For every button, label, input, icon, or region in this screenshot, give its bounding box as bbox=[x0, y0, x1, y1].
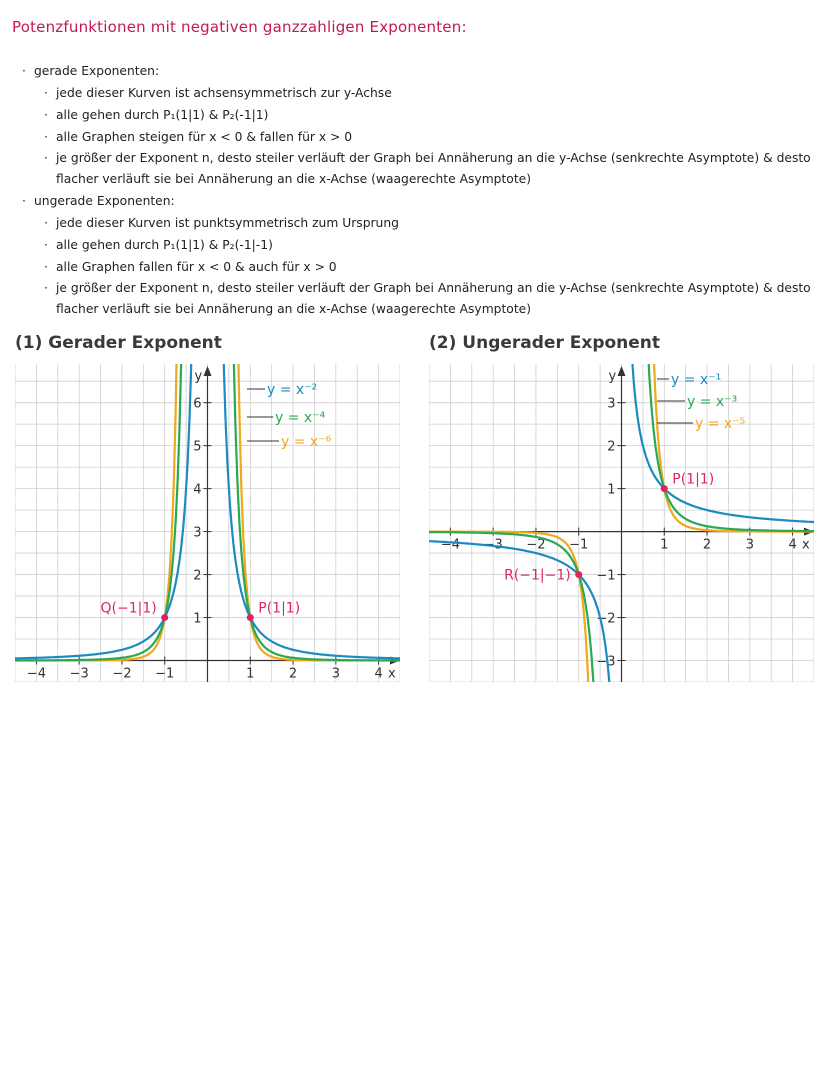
point-label: Q(−1|1) bbox=[100, 600, 157, 617]
even-item-2: · alle gehen durch P₁(1|1) & P₂(-1|1) bbox=[0, 104, 828, 126]
y-tick-label: 1 bbox=[607, 482, 616, 498]
even-item-3: · alle Graphen steigen für x < 0 & fallen für x > 0 bbox=[0, 126, 828, 148]
y-tick-label: 6 bbox=[193, 396, 202, 412]
legend-label: y = x⁻³ bbox=[687, 394, 738, 410]
chart2-title: (2) Ungerader Exponent bbox=[429, 333, 661, 353]
even-item-1: · jede dieser Kurven ist achsensymmetrisch zur y-Achse bbox=[0, 82, 828, 104]
notes bbox=[0, 60, 828, 320]
series-curve bbox=[647, 364, 814, 531]
y-tick-label: 3 bbox=[607, 396, 616, 412]
x-tick-label: −3 bbox=[483, 537, 503, 553]
x-tick-label: −4 bbox=[26, 666, 46, 682]
chart1-title: (1) Gerader Exponent bbox=[15, 333, 222, 353]
y-tick-label: 3 bbox=[193, 525, 202, 541]
marked-point bbox=[661, 485, 668, 492]
x-tick-label: −4 bbox=[440, 537, 460, 553]
legend-label: y = x⁻⁵ bbox=[695, 416, 746, 432]
x-axis-label: x bbox=[388, 666, 396, 682]
x-tick-label: 1 bbox=[660, 537, 669, 553]
x-tick-label: −2 bbox=[526, 537, 546, 553]
y-tick-label: −1 bbox=[596, 568, 616, 584]
legend-label: y = x⁻⁶ bbox=[281, 434, 332, 450]
y-tick-label: 5 bbox=[193, 439, 202, 455]
even-exponent-chart bbox=[15, 364, 400, 682]
y-tick-label: 2 bbox=[193, 568, 202, 584]
page-title: Potenzfunktionen mit negativen ganzzahligen Exponenten: bbox=[12, 18, 467, 36]
x-axis-label: x bbox=[802, 537, 810, 553]
odd-exponent-chart bbox=[429, 364, 814, 682]
y-axis-arrow bbox=[618, 366, 626, 376]
x-tick-label: 2 bbox=[702, 537, 712, 553]
series-curve bbox=[429, 532, 589, 682]
marked-point bbox=[575, 571, 582, 578]
y-tick-label: 4 bbox=[193, 482, 202, 498]
series-curve bbox=[653, 364, 814, 532]
y-axis-label: y bbox=[194, 369, 203, 384]
odd-item-2: · alle gehen durch P₁(1|1) & P₂(-1|-1) bbox=[0, 234, 828, 256]
x-tick-label: 2 bbox=[288, 666, 298, 682]
odd-item-1: · jede dieser Kurven ist punktsymmetrisch zum Ursprung bbox=[0, 212, 828, 234]
x-tick-label: −1 bbox=[569, 537, 589, 553]
x-tick-label: 3 bbox=[745, 537, 754, 553]
legend-label: y = x⁻⁴ bbox=[275, 410, 326, 426]
x-tick-label: 1 bbox=[246, 666, 255, 682]
legend-label: y = x⁻¹ bbox=[671, 372, 722, 388]
legend-label: y = x⁻² bbox=[267, 382, 318, 398]
y-axis-arrow bbox=[204, 366, 212, 376]
even-heading: · gerade Exponenten: bbox=[0, 60, 828, 82]
x-tick-label: 4 bbox=[788, 537, 797, 553]
y-tick-label: 1 bbox=[193, 611, 202, 627]
y-tick-label: −2 bbox=[596, 611, 616, 627]
x-tick-label: −1 bbox=[155, 666, 175, 682]
odd-item-4: · je größer der Exponent n, desto steiler verläuft der Graph bei Annäherung an die y-Achse (senkrechte Asymptote) & desto flacher verläuft sie bei Annäherung an die x-Achse (waagerechte Asymptote) bbox=[0, 278, 828, 320]
y-axis-label: y bbox=[608, 369, 617, 384]
even-item-4: · je größer der Exponent n, desto steiler verläuft der Graph bei Annäherung an die y-Achse (senkrechte Asymptote) & desto flacher verläuft sie bei Annäherung an die x-Achse (waagerechte Asymptote) bbox=[0, 148, 828, 190]
marked-point bbox=[247, 614, 254, 621]
odd-heading: · ungerade Exponenten: bbox=[0, 190, 828, 212]
y-tick-label: −3 bbox=[596, 654, 616, 670]
series-curve bbox=[429, 532, 596, 682]
point-label: P(1|1) bbox=[258, 600, 301, 617]
point-label: P(1|1) bbox=[672, 471, 715, 488]
x-tick-label: −2 bbox=[112, 666, 132, 682]
x-tick-label: 4 bbox=[374, 666, 383, 682]
y-tick-label: 2 bbox=[607, 439, 616, 455]
odd-item-3: · alle Graphen fallen für x < 0 & auch für x > 0 bbox=[0, 256, 828, 278]
marked-point bbox=[161, 614, 168, 621]
x-tick-label: 3 bbox=[331, 666, 340, 682]
point-label: R(−1|−1) bbox=[504, 567, 571, 584]
x-tick-label: −3 bbox=[69, 666, 89, 682]
